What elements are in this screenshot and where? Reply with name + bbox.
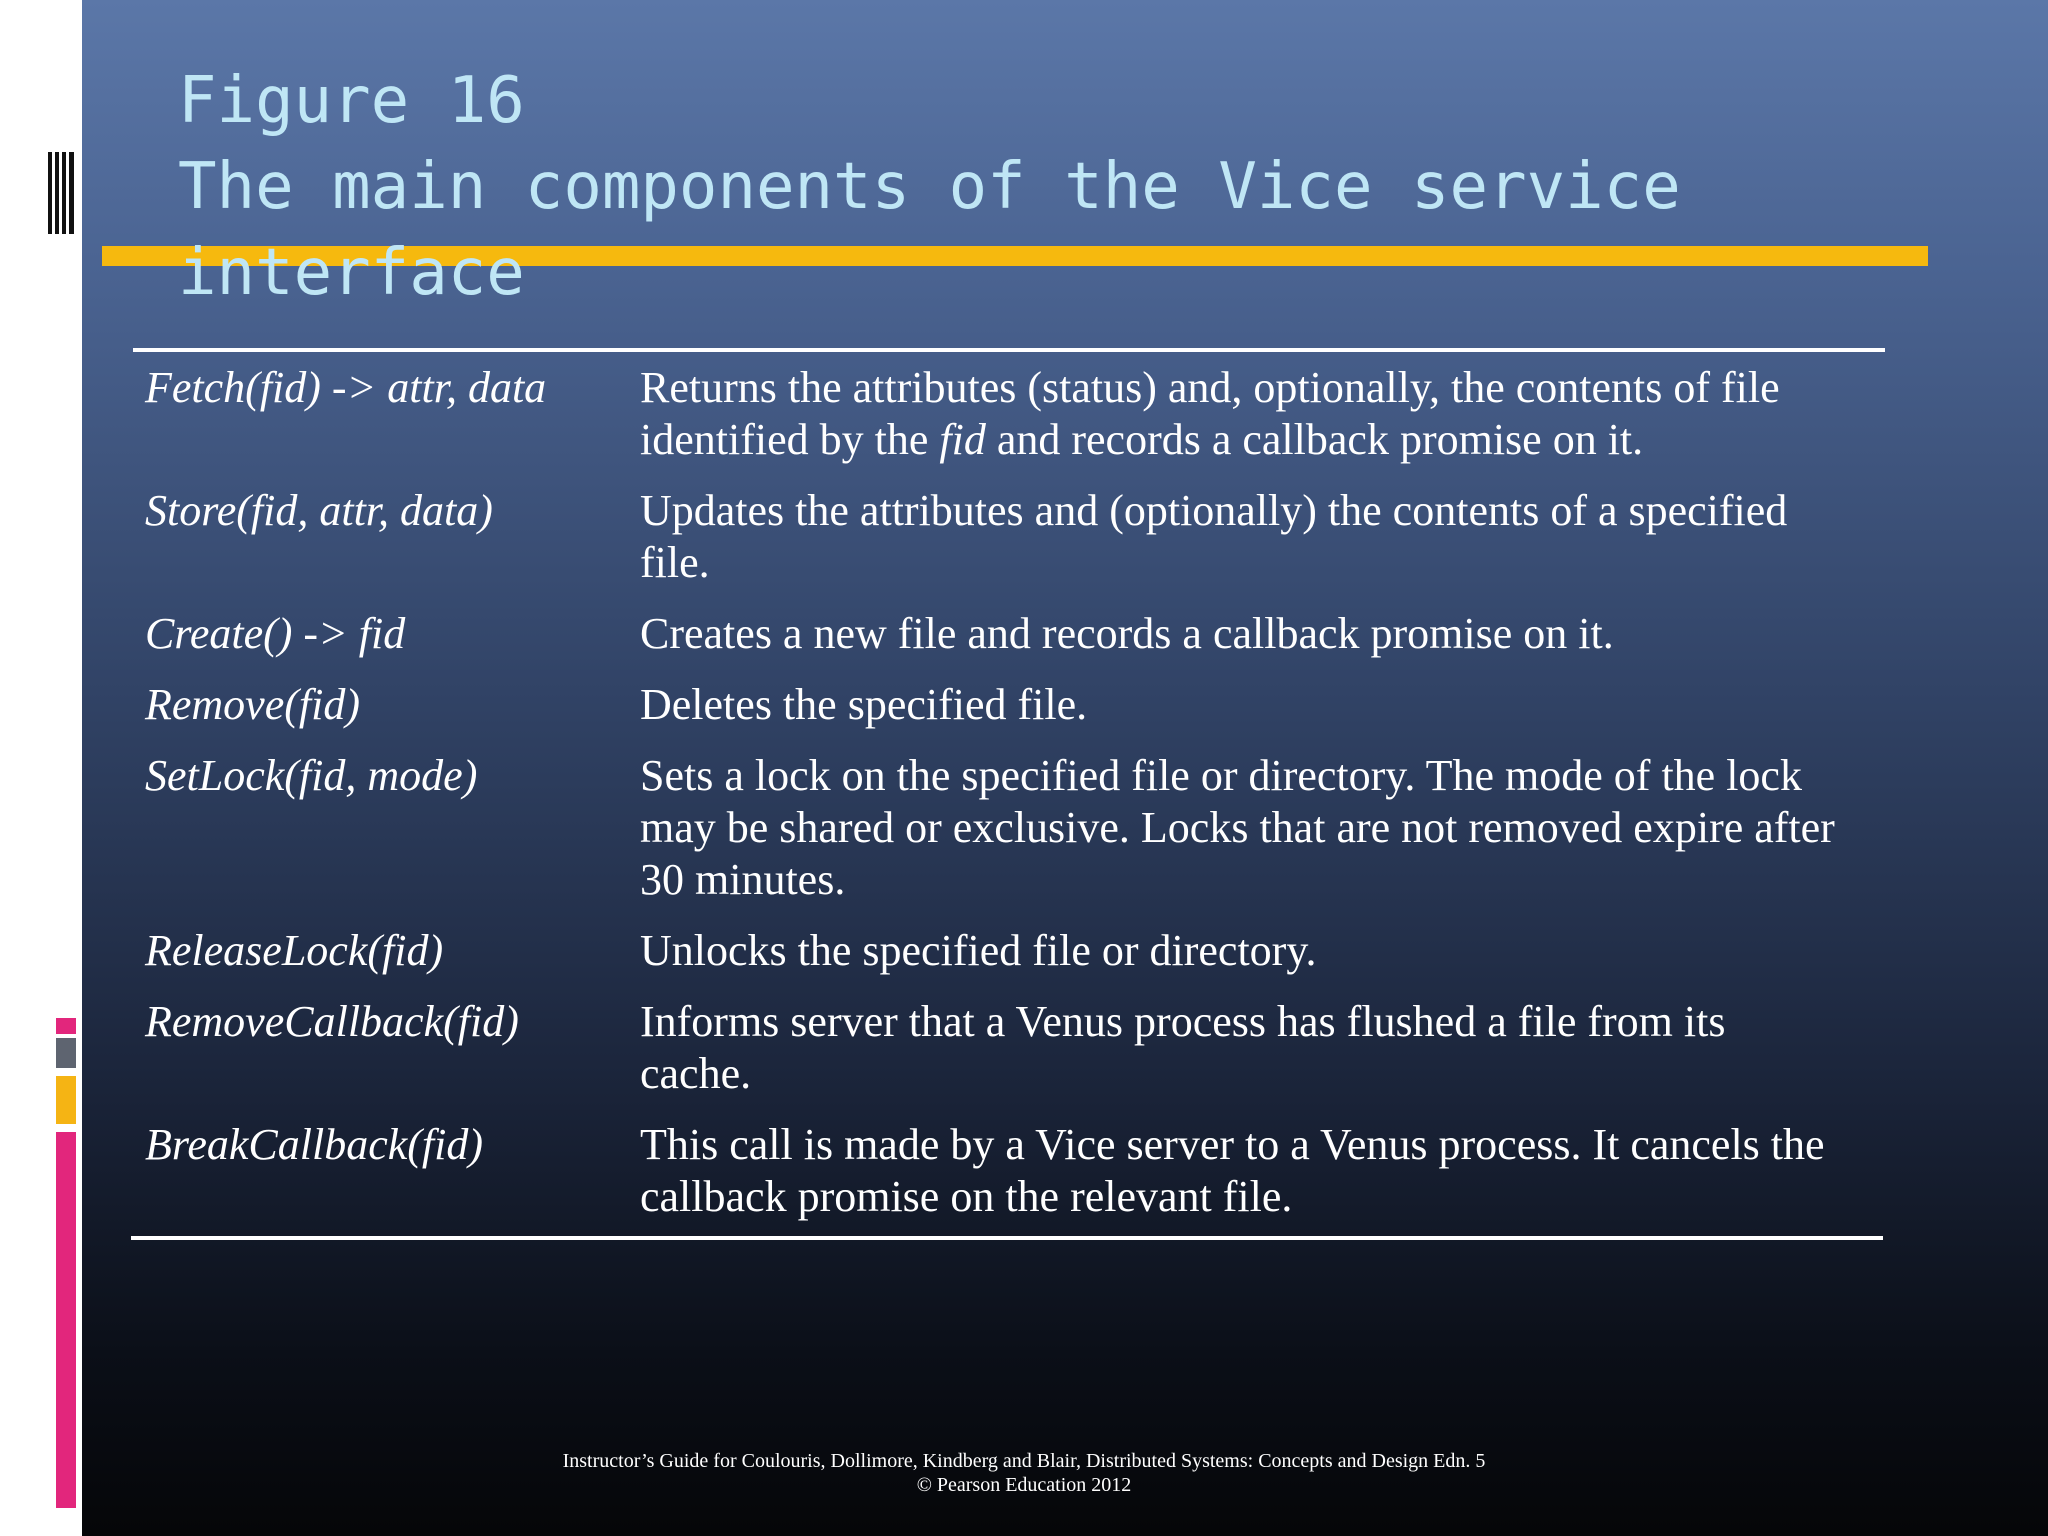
operation-description: Creates a new file and records a callback promise on it. bbox=[640, 609, 1614, 658]
title-line-2: The main components of the Vice service bbox=[178, 150, 1681, 224]
table-row bbox=[145, 925, 1885, 977]
description-emphasis: fid bbox=[939, 415, 986, 464]
slide-footer bbox=[0, 1449, 2048, 1497]
operation-description: Updates the attributes and (optionally) the contents of a specified file. bbox=[640, 486, 1788, 587]
operation-name: Fetch(fid) -> attr, data bbox=[145, 363, 547, 412]
decorative-bar-gold bbox=[56, 1076, 76, 1124]
decorative-bar-gray bbox=[56, 1038, 76, 1068]
operation-name: ReleaseLock(fid) bbox=[145, 926, 444, 975]
operation-name: BreakCallback(fid) bbox=[145, 1120, 484, 1169]
table-row bbox=[145, 996, 1885, 1100]
slide-title bbox=[178, 58, 1978, 316]
operation-description: Deletes the specified file. bbox=[640, 680, 1088, 729]
description-text: and records a callback promise on it. bbox=[985, 415, 1644, 464]
footer-citation: Instructor’s Guide for Coulouris, Dollimore, Kindberg and Blair, Distributed Systems: Concepts and Design Edn. 5 bbox=[562, 1450, 1486, 1472]
operation-description bbox=[640, 362, 1840, 466]
decorative-bar-pink-small bbox=[56, 1018, 76, 1034]
footer-copyright: © Pearson Education 2012 bbox=[916, 1474, 1132, 1496]
operation-description: This call is made by a Vice server to a Venus process. It cancels the callback promise on the relevant file. bbox=[640, 1120, 1825, 1221]
table-top-rule bbox=[133, 348, 1885, 352]
table-row bbox=[145, 362, 1885, 466]
table-row bbox=[145, 1119, 1885, 1223]
table-row bbox=[145, 485, 1885, 589]
title-line-1: Figure 16 bbox=[178, 64, 525, 138]
operation-name: SetLock(fid, mode) bbox=[145, 751, 478, 800]
table-row bbox=[145, 608, 1885, 660]
operation-description: Sets a lock on the specified file or directory. The mode of the lock may be shared or exclusive. Locks that are not removed expire after 30 minutes. bbox=[640, 751, 1835, 904]
operation-description: Informs server that a Venus process has flushed a file from its cache. bbox=[640, 997, 1726, 1098]
operation-name: Create() -> fid bbox=[145, 609, 406, 658]
table-bottom-rule bbox=[131, 1236, 1883, 1240]
operation-name: Remove(fid) bbox=[145, 680, 360, 729]
description-text: Returns the attributes (status) and, optionally, the contents of file identified by the bbox=[640, 363, 1780, 464]
operation-description: Unlocks the specified file or directory. bbox=[640, 926, 1317, 975]
operation-name: Store(fid, attr, data) bbox=[145, 486, 493, 535]
operations-table bbox=[145, 362, 1885, 1242]
decorative-lines bbox=[48, 152, 78, 234]
table-row bbox=[145, 679, 1885, 731]
title-line-3: interface bbox=[178, 236, 525, 310]
operation-name: RemoveCallback(fid) bbox=[145, 997, 519, 1046]
table-row bbox=[145, 750, 1885, 906]
